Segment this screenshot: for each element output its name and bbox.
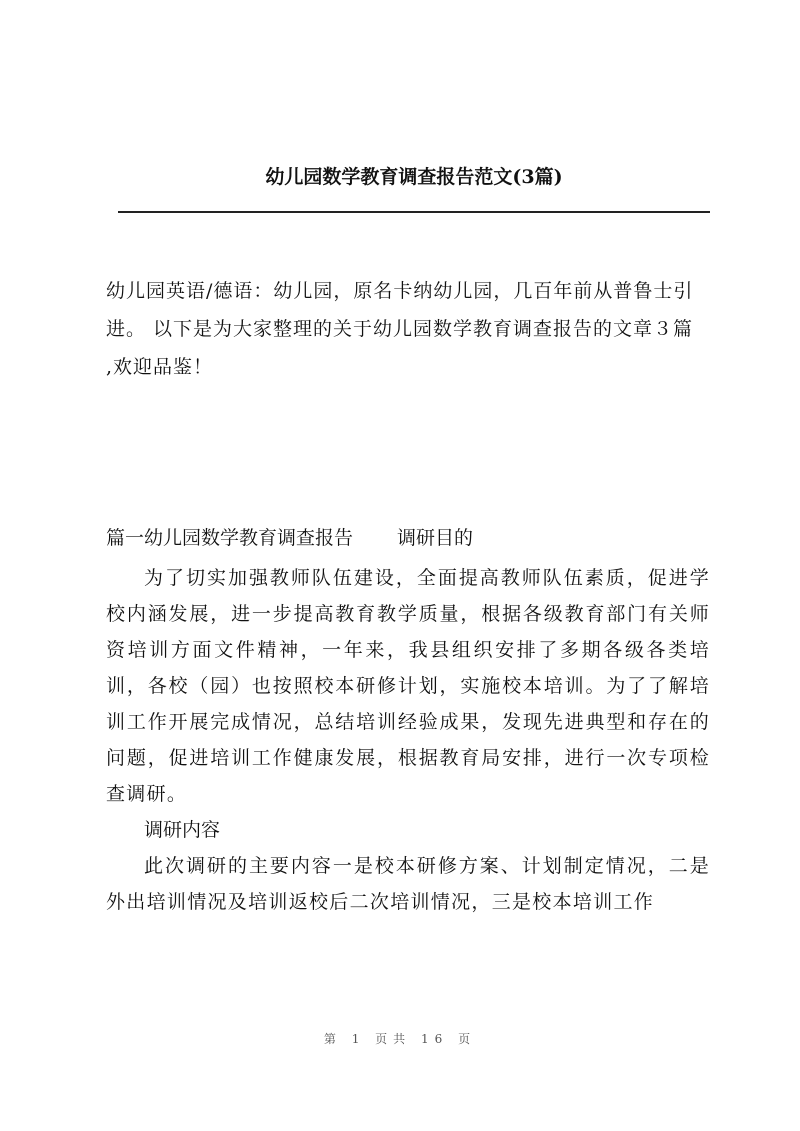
intro-paragraph: 幼儿园英语/德语：幼儿园，原名卡纳幼儿园，几百年前从普鲁士引进。 以下是为大家整理的关于幼儿园数学教育调查报告的文章３篇 ,欢迎品鉴！ [106,280,694,378]
document-title: 幼儿园数学教育调查报告范文(3篇) [265,166,563,188]
subheading-research-content: 调研内容 [144,819,221,841]
page-footer: 第 1 页共 16 页 [323,1032,477,1046]
body-paragraph-1: 为了切实加强教师队伍建设，全面提高教师队伍素质，促进学校内涵发展，进一步提高教育教学质量，根据各级教育部门有关师资培训方面文件精神，一年来，我县组织安排了多期各级各类培训，各校（园）也按照校本研修计划，实施校本培训。为了了解培训工作开展完成情况，总结培训经验成果，发现先进典型和存在的问题，促进培训工作健康发展，根据教育局安排，进行一次专项检查调研。 [106,567,710,805]
section-body [106,560,710,920]
body-paragraph-2: 此次调研的主要内容一是校本研修方案、计划制定情况，二是外出培训情况及培训返校后二次培训情况，三是校本培训工作 [106,855,710,913]
title-underline [118,211,710,213]
section-heading [106,520,473,556]
section-title: 篇一幼儿园数学教育调查报告 [106,527,354,549]
section-subtitle: 调研目的 [397,527,474,549]
